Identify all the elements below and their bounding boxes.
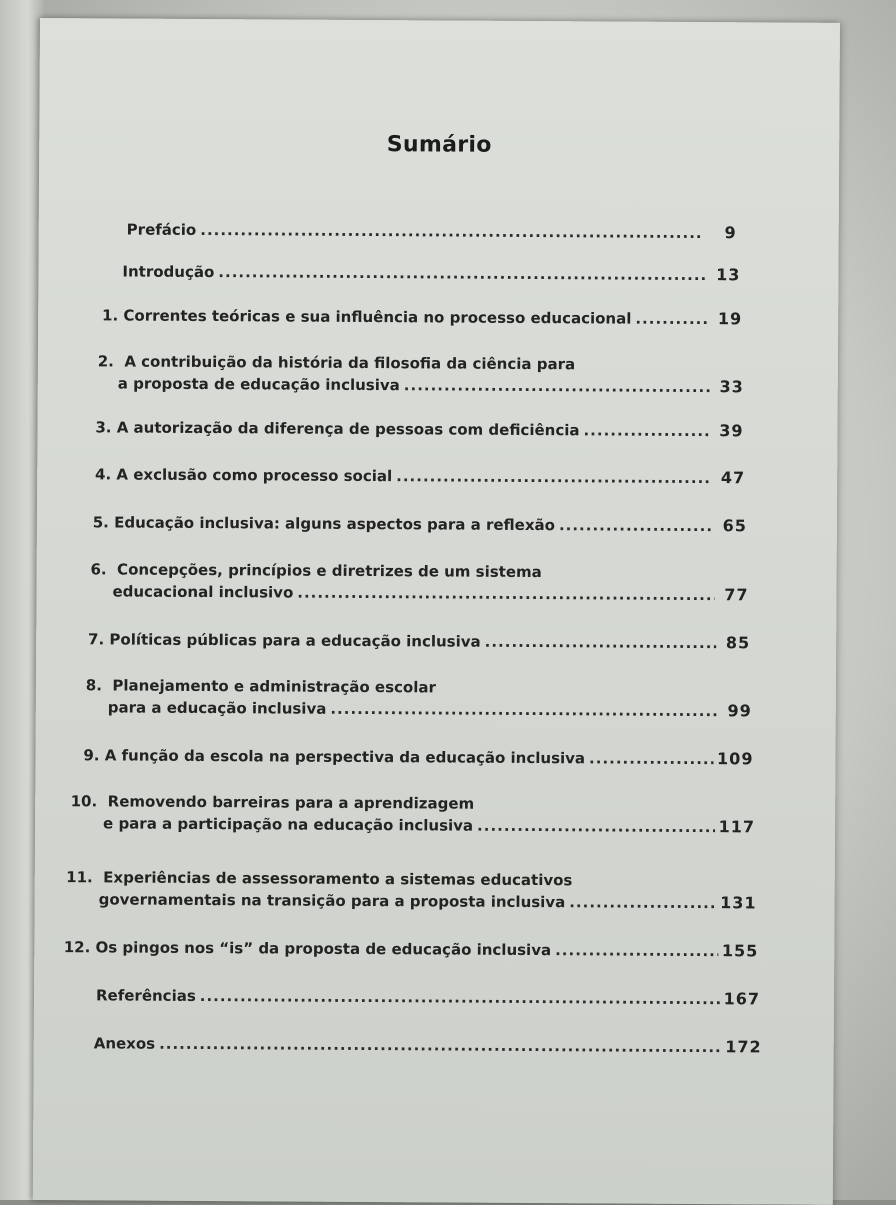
toc-entry-text-continued: para a educação inclusiva	[107, 698, 327, 718]
toc-leader-dots	[569, 891, 716, 914]
toc-leader-dots	[555, 939, 718, 962]
toc-page-number: 117	[718, 817, 756, 837]
toc-entry-9	[77, 744, 753, 770]
toc-entry-number: 11.	[66, 868, 93, 887]
toc-entry-text: Referências	[95, 986, 196, 1005]
toc-entry-number: 5.	[92, 513, 109, 532]
toc-entry-text: Os pingos nos “is” da proposta de educação inclusiva	[95, 938, 552, 960]
toc-entry-text: A exclusão como processo social	[116, 465, 393, 486]
toc-leader-dots	[330, 698, 718, 722]
toc-entry-number: 6.	[90, 560, 107, 579]
toc-page-number: 172	[725, 1037, 762, 1057]
toc-leader-dots	[218, 261, 706, 286]
toc-entry-text: A função da escola na perspectiva da educação inclusiva	[104, 746, 586, 768]
toc-page-number: 99	[727, 701, 752, 721]
toc-page-number: 9	[724, 223, 737, 243]
toc-entry-anexos	[94, 1032, 762, 1058]
toc-page-number: 85	[725, 633, 751, 653]
page-title: Sumário	[386, 132, 492, 158]
toc-entry-number: 8.	[85, 676, 102, 695]
toc-leader-dots	[477, 815, 715, 838]
toc-entry-text: Correntes teóricas e sua influência no processo educacional	[123, 306, 632, 328]
toc-entry-text: Removendo barreiras para a aprendizagem	[107, 792, 475, 813]
toc-entry-1	[96, 304, 742, 330]
toc-entry-7	[82, 628, 750, 654]
toc-leader-dots	[589, 747, 713, 770]
toc-page-number: 39	[719, 421, 744, 441]
toc-entry-8	[80, 674, 752, 722]
toc-leader-dots	[635, 308, 708, 330]
toc-entry-3	[89, 416, 743, 442]
toc-entry-6	[84, 558, 748, 606]
toc-page-number: 47	[720, 468, 746, 488]
toc-page-number: 65	[722, 516, 747, 536]
toc-entry-text-continued: governamentais na transição para a proposta inclusiva	[98, 890, 566, 912]
toc-entry-12	[60, 936, 758, 962]
book-page	[33, 18, 840, 1205]
toc-leader-dots	[559, 514, 713, 537]
toc-entry-text: Introdução	[122, 262, 215, 282]
toc-entry-text: Concepções, princípios e diretrizes de um sistema	[117, 560, 542, 582]
toc-leader-dots	[297, 582, 714, 607]
toc-entry-prefacio	[127, 219, 737, 245]
toc-entry-number: 4.	[95, 465, 112, 484]
toc-page-number: 109	[717, 749, 754, 769]
toc-entry-number: 1.	[101, 306, 119, 325]
toc-leader-dots	[485, 631, 717, 654]
toc-leader-dots	[159, 1033, 721, 1058]
toc-page-number: 13	[716, 265, 741, 285]
toc-leader-dots	[200, 219, 703, 244]
toc-entry-text: A contribuição da história da filosofia da ciência para	[124, 352, 576, 374]
toc-leader-dots	[396, 465, 711, 489]
toc-entry-text: Prefácio	[126, 220, 197, 239]
toc-entry-number: 12.	[63, 938, 91, 957]
toc-leader-dots	[404, 374, 710, 398]
toc-page-number: 131	[720, 893, 757, 913]
toc-entry-text-continued: a proposta de educação inclusiva	[117, 374, 400, 395]
toc-leader-dots	[200, 985, 720, 1010]
toc-page-number: 155	[721, 941, 759, 961]
toc-entry-text: Políticas públicas para a educação inclusiva	[109, 630, 481, 651]
toc-entry-4	[89, 463, 745, 489]
toc-entry-5	[87, 511, 747, 537]
toc-entry-2	[92, 350, 744, 398]
toc-entry-text: Anexos	[93, 1034, 156, 1053]
toc-entry-text: Educação inclusiva: alguns aspectos para a reflexão	[114, 513, 556, 535]
toc-entry-number: 9.	[83, 746, 100, 765]
toc-entry-number: 7.	[88, 630, 105, 649]
toc-entry-10	[67, 790, 755, 838]
toc-entry-number: 10.	[70, 792, 98, 811]
toc-entry-number: 3.	[95, 418, 112, 437]
toc-page-number: 19	[717, 309, 743, 329]
toc-entry-11	[63, 866, 757, 914]
toc-leader-dots	[583, 419, 709, 442]
toc-entry-text-continued: e para a participação na educação inclusiva	[103, 814, 474, 835]
toc-entry-text-continued: educacional inclusivo	[112, 582, 294, 602]
toc-entry-referencias	[96, 984, 760, 1010]
toc-entry-text: Planejamento e administração escolar	[112, 676, 436, 697]
toc-entry-text: A autorização da diferença de pessoas com deficiência	[116, 418, 580, 440]
toc-page-number: 167	[723, 989, 761, 1009]
toc-page-number: 33	[719, 377, 744, 397]
toc-entry-text: Experiências de assessoramento a sistemas educativos	[103, 868, 573, 890]
toc-entry-introducao	[122, 261, 740, 287]
toc-page-number: 77	[724, 585, 749, 605]
toc-entry-number: 2.	[97, 352, 114, 371]
